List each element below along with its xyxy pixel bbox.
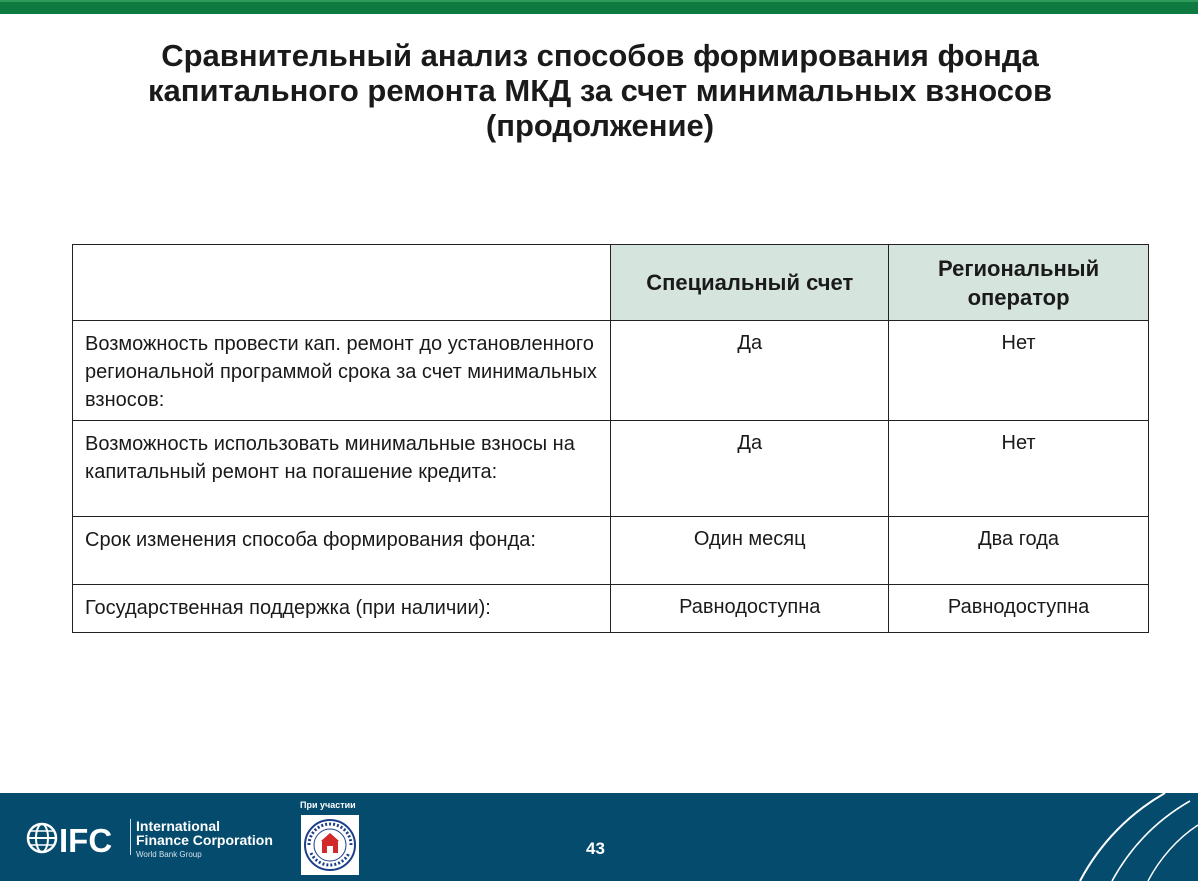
ifc-name-line-1: International: [136, 818, 221, 834]
header-cell-special-account: Специальный счет: [611, 245, 889, 321]
table-row: [73, 321, 1149, 421]
cell-regional-value: Нет: [889, 321, 1149, 421]
row-label: Возможность использовать минимальные взносы на капитальный ремонт на погашение кредита:: [73, 421, 611, 517]
table-row: [73, 585, 1149, 633]
cell-special-value: Равнодоступна: [611, 585, 889, 633]
page-number: 43: [586, 839, 605, 858]
comparison-table: [72, 244, 1149, 633]
association-emblem-icon: [301, 815, 359, 875]
cell-regional-value: Два года: [889, 517, 1149, 585]
row-label: Срок изменения способа формирования фонда:: [73, 517, 611, 585]
slide-title-line-2: капитального ремонта МКД за счет минимальных взносов: [147, 73, 1053, 108]
association-logo: [301, 815, 359, 875]
table-row: [73, 421, 1149, 517]
cell-regional-value: Нет: [889, 421, 1149, 517]
top-accent-line: [0, 0, 1198, 2]
ifc-logo: [26, 821, 124, 855]
header-cell-empty: [73, 245, 611, 321]
ifc-divider: [130, 819, 131, 855]
cell-special-value: Да: [611, 421, 889, 517]
footer-bar: [0, 793, 1198, 881]
table-row: [73, 517, 1149, 585]
cell-special-value: Да: [611, 321, 889, 421]
decorative-swoosh-icon: [1060, 793, 1198, 881]
cell-special-value: Один месяц: [611, 517, 889, 585]
top-accent-bar: [0, 0, 1198, 14]
ifc-logo-text: IFC: [59, 822, 113, 855]
cell-regional-value: Равнодоступна: [889, 585, 1149, 633]
ifc-subtitle: World Bank Group: [136, 850, 202, 859]
slide-title: [60, 38, 1140, 143]
ifc-name: [136, 819, 273, 847]
ifc-name-line-2: Finance Corporation: [136, 832, 273, 848]
participation-label: При участии: [300, 800, 356, 810]
slide-title-line-3: (продолжение): [485, 108, 715, 143]
slide-title-line-1: Сравнительный анализ способов формирования фонда: [161, 38, 1039, 73]
table-header-row: [73, 245, 1149, 321]
row-label: Возможность провести кап. ремонт до установленного региональной программой срока за счет минимальных взносов:: [73, 321, 611, 421]
row-label: Государственная поддержка (при наличии):: [73, 585, 611, 633]
header-cell-regional-operator: Региональный оператор: [889, 245, 1149, 321]
